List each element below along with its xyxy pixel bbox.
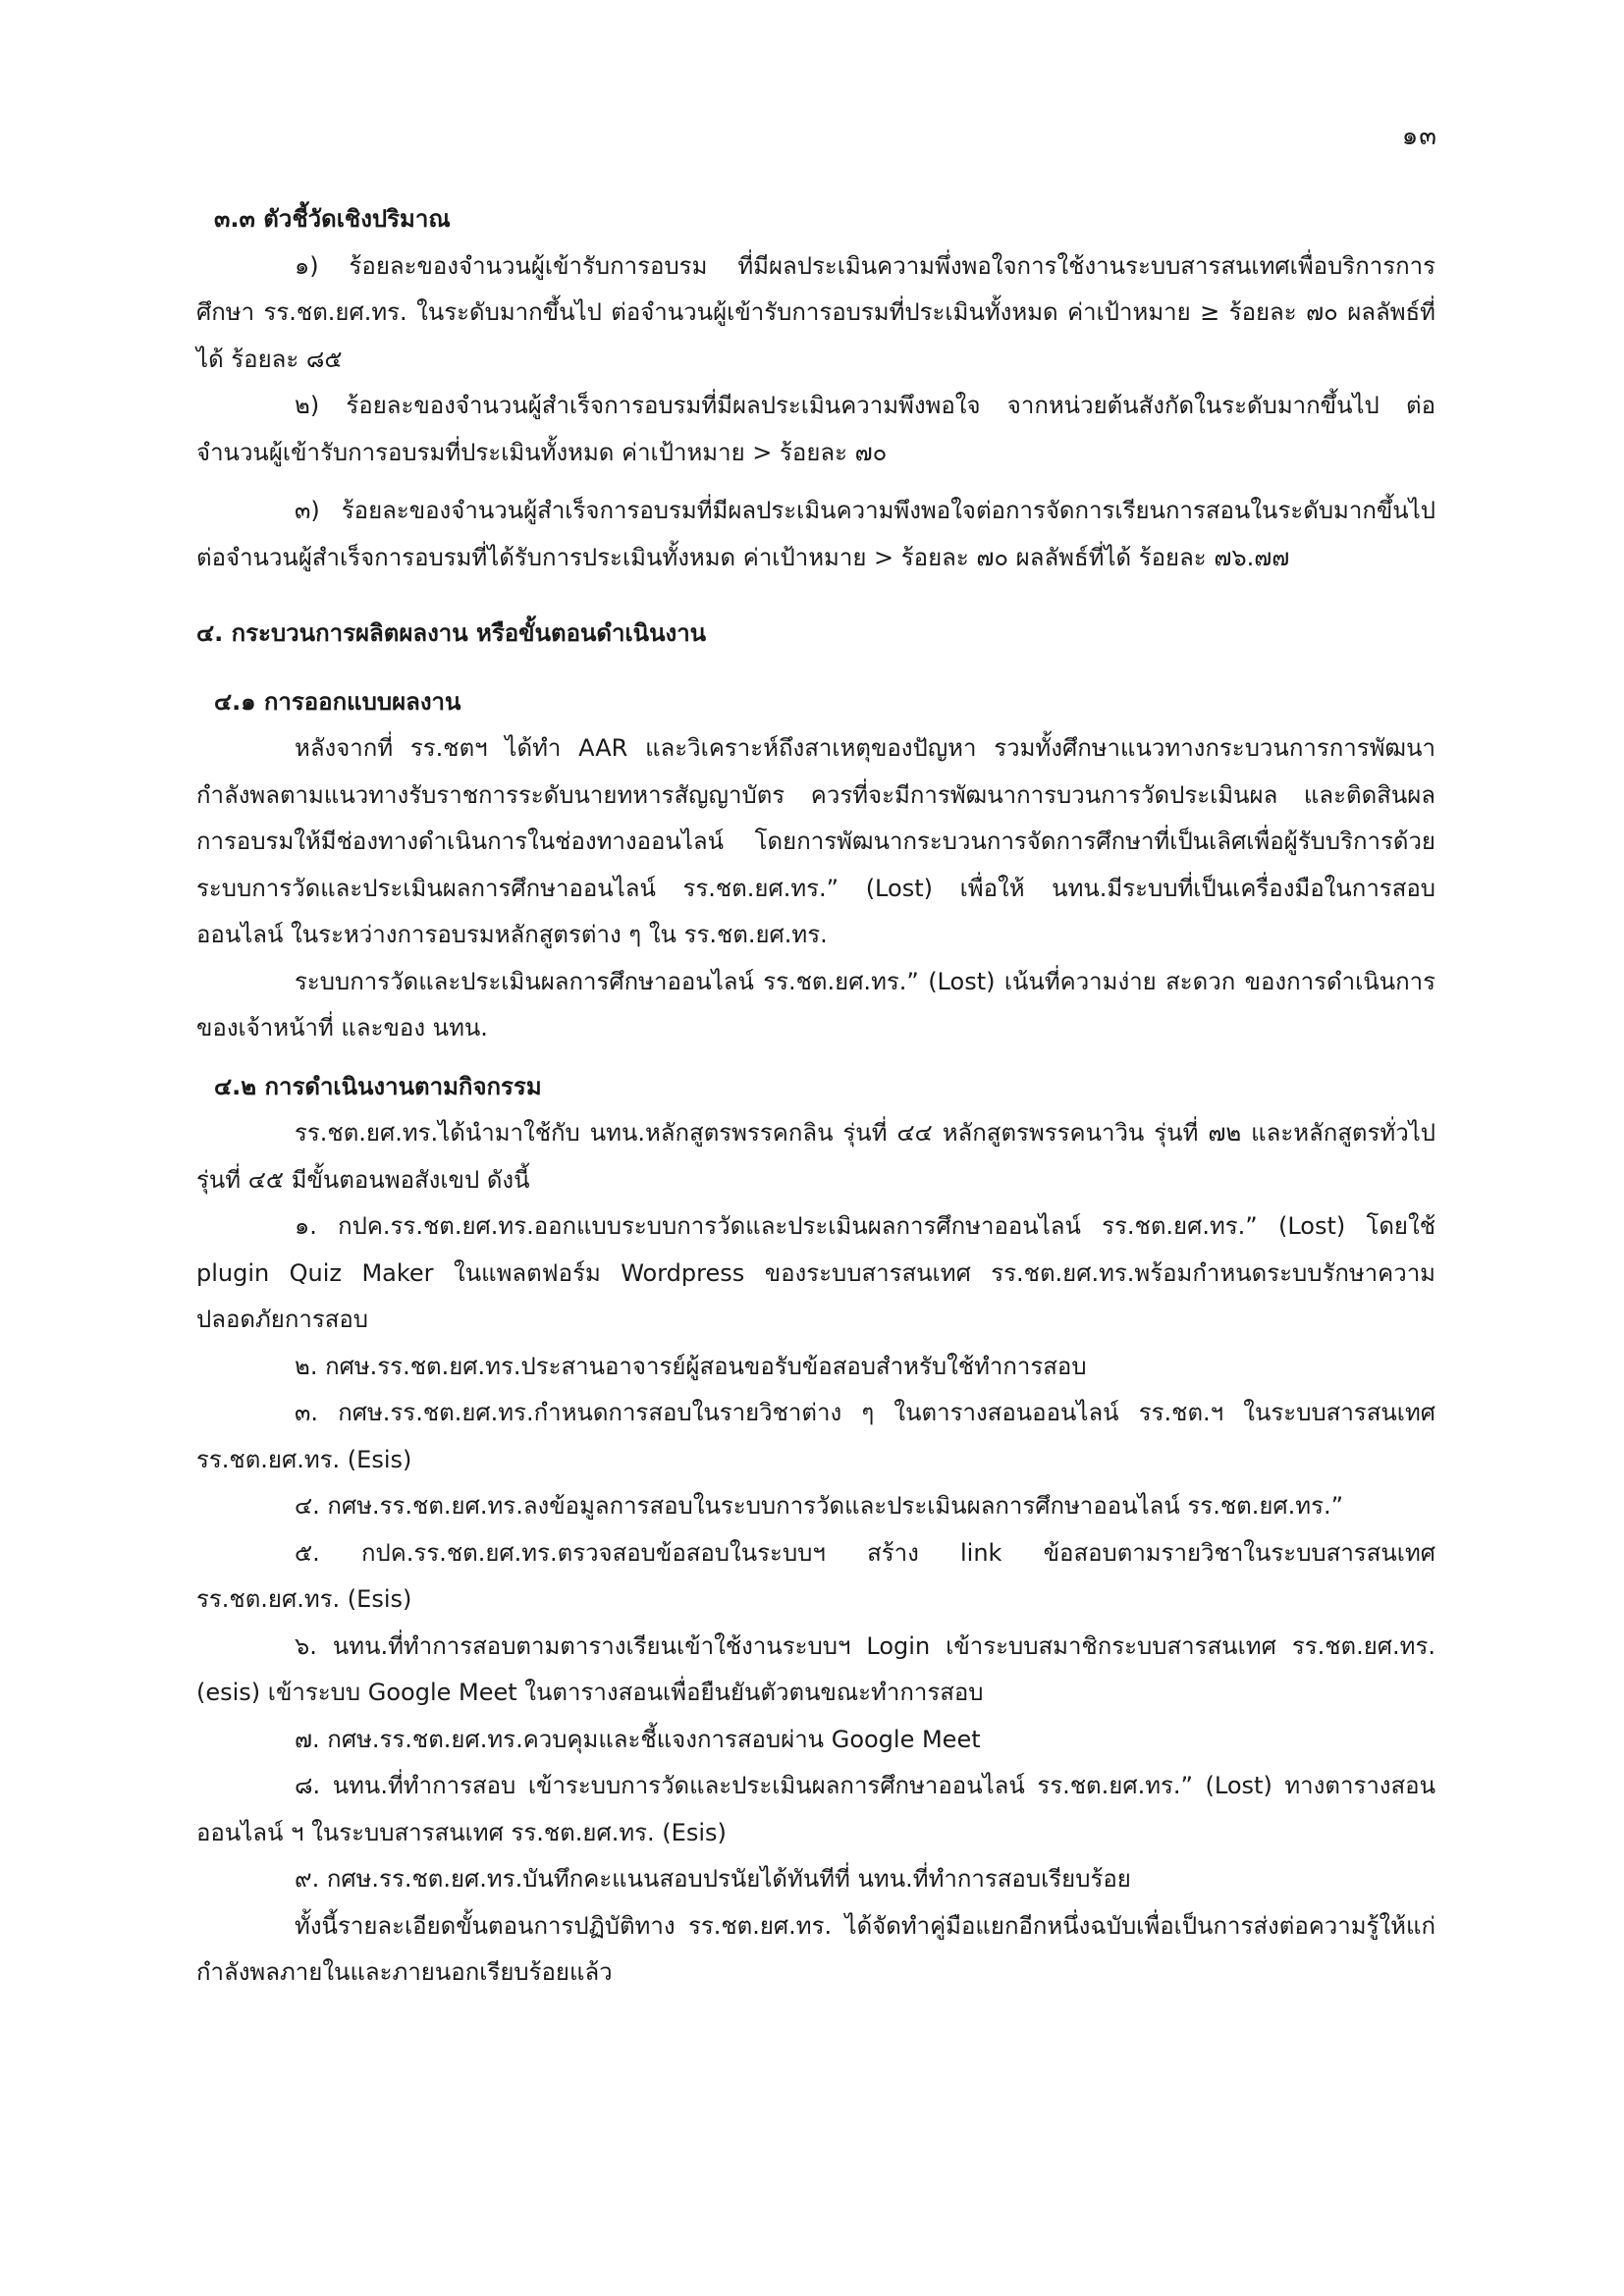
activity-intro: รร.ชต.ยศ.ทร.ได้นำมาใช้กับ นทน.หลักสูตรพรรคกลิน รุ่นที่ ๔๔ หลักสูตรพรรคนาวิน รุ่นที่ ๗๒ และหลักสูตรทั่วไป รุ่นที่ ๔๕ มีขั้นตอนพอสังเขป ดังนี้ (196, 1119, 1435, 1194)
activity-step: ๗. กศษ.รร.ชต.ยศ.ทร.ควบคุมและชี้แจงการสอบผ่าน Google Meet (295, 1725, 981, 1753)
page-number: ๑๓ (1401, 122, 1437, 151)
activity-step: ๖. นทน.ที่ทำการสอบตามตารางเรียนเข้าใช้งานระบบฯ Login เข้าระบบสมาชิกระบบสารสนเทศ รร.ชต.ยศ.ทร. (esis) เข้าระบบ Google Meet ในตารางสอนเพื่อยืนยันตัวตนขณะทำการสอบ (196, 1631, 1435, 1706)
section-4-2-heading: ๔.๒ การดำเนินงานตามกิจกรรม (214, 1072, 542, 1100)
activity-step: ๒. กศษ.รร.ชต.ยศ.ทร.ประสานอาจารย์ผู้สอนขอรับข้อสอบสำหรับใช้ทำการสอบ (295, 1352, 1087, 1380)
indicator-item-2: ๒) ร้อยละของจำนวนผู้สำเร็จการอบรมที่มีผลประเมินความพึงพอใจ จากหน่วยต้นสังกัดในระดับมากขึ้นไป ต่อจำนวนผู้เข้ารับการอบรมที่ประเมินทั้งหมด ค่าเป้าหมาย > ร้อยละ ๗๐ (196, 392, 1435, 466)
document-body (196, 196, 1435, 1997)
section-3-3-heading: ๓.๓ ตัวชี้วัดเชิงปริมาณ (214, 205, 451, 233)
section-4-heading: ๔. กระบวนการผลิตผลงาน หรือขั้นตอนดำเนินงาน (196, 619, 707, 647)
design-paragraph-2: ระบบการวัดและประเมินผลการศึกษาออนไลน์ รร.ชต.ยศ.ทร.” (Lost) เน้นที่ความง่าย สะดวก ของการดำเนินการของเจ้าหน้าที่ และของ นทน. (196, 967, 1435, 1041)
activity-step: ๔. กศษ.รร.ชต.ยศ.ทร.ลงข้อมูลการสอบในระบบการวัดและประเมินผลการศึกษาออนไลน์ รร.ชต.ยศ.ทร.” (295, 1492, 1344, 1520)
activity-step: ๙. กศษ.รร.ชต.ยศ.ทร.บันทึกคะแนนสอบปรนัยได้ทันทีที่ นทน.ที่ทำการสอบเรียบร้อย (295, 1865, 1131, 1893)
activity-closing: ทั้งนี้รายละเอียดขั้นตอนการปฏิบัติทาง รร.ชต.ยศ.ทร. ได้จัดทำคู่มือแยกอีกหนึ่งฉบับเพื่อเป็นการส่งต่อความรู้ให้แก่กำลังพลภายในและภายนอกเรียบร้อยแล้ว (196, 1911, 1435, 1986)
indicator-item-1: ๑) ร้อยละของจำนวนผู้เข้ารับการอบรม ที่มีผลประเมินความพึ่งพอใจการใช้งานระบบสารสนเทศเพื่อบริการการศึกษา รร.ชต.ยศ.ทร. ในระดับมากขึ้นไป ต่อจำนวนผู้เข้ารับการอบรมที่ประเมินทั้งหมด ค่าเป้าหมาย ≥ ร้อยละ ๗๐ ผลลัพธ์ที่ได้ ร้อยละ ๘๕ (196, 251, 1435, 373)
design-paragraph-1: หลังจากที่ รร.ชตฯ ได้ทำ AAR และวิเคราะห์ถึงสาเหตุของปัญหา รวมทั้งศึกษาแนวทางกระบวนการการพัฒนากำลังพลตามแนวทางรับราชการระดับนายทหารสัญญาบัตร ควรที่จะมีการพัฒนาการบวนการวัดประเมินผล และติดสินผลการอบรมให้มีช่องทางดำเนินการในช่องทางออนไลน์ โดยการพัฒนากระบวนการจัดการศึกษาที่เป็นเลิศเพื่อผู้รับบริการด้วยระบบการวัดและประเมินผลการศึกษาออนไลน์ รร.ชต.ยศ.ทร.” (Lost) เพื่อให้ นทน.มีระบบที่เป็นเครื่องมือในการสอบออนไลน์ ในระหว่างการอบรมหลักสูตรต่าง ๆ ใน รร.ชต.ยศ.ทร. (196, 734, 1435, 948)
indicator-item-3: ๓) ร้อยละของจำนวนผู้สำเร็จการอบรมที่มีผลประเมินความพึงพอใจต่อการจัดการเรียนการสอนในระดับมากขึ้นไป ต่อจำนวนผู้สำเร็จการอบรมที่ได้รับการประเมินทั้งหมด ค่าเป้าหมาย > ร้อยละ ๗๐ ผลลัพธ์ที่ได้ ร้อยละ ๗๖.๗๗ (196, 497, 1435, 571)
activity-step: ๓. กศษ.รร.ชต.ยศ.ทร.กำหนดการสอบในรายวิชาต่าง ๆ ในตารางสอนออนไลน์ รร.ชต.ฯ ในระบบสารสนเทศ รร.ชต.ยศ.ทร. (Esis) (196, 1399, 1435, 1473)
activity-step: ๘. นทน.ที่ทำการสอบ เข้าระบบการวัดและประเมินผลการศึกษาออนไลน์ รร.ชต.ยศ.ทร.” (Lost) ทางตารางสอนออนไลน์ ฯ ในระบบสารสนเทศ รร.ชต.ยศ.ทร. (Esis) (196, 1772, 1435, 1846)
activity-step: ๕. กปค.รร.ชต.ยศ.ทร.ตรวจสอบข้อสอบในระบบฯ สร้าง link ข้อสอบตามรายวิชาในระบบสารสนเทศ รร.ชต.ยศ.ทร. (Esis) (196, 1538, 1435, 1613)
activity-step: ๑. กปค.รร.ชต.ยศ.ทร.ออกแบบระบบการวัดและประเมินผลการศึกษาออนไลน์ รร.ชต.ยศ.ทร.” (Lost) โดยใช้ plugin Quiz Maker ในแพลตฟอร์ม Wordpress ของระบบสารสนเทศ รร.ชต.ยศ.ทร.พร้อมกำหนดระบบรักษาความปลอดภัยการสอบ (196, 1212, 1435, 1333)
section-4-1-heading: ๔.๑ การออกแบบผลงาน (214, 687, 461, 716)
